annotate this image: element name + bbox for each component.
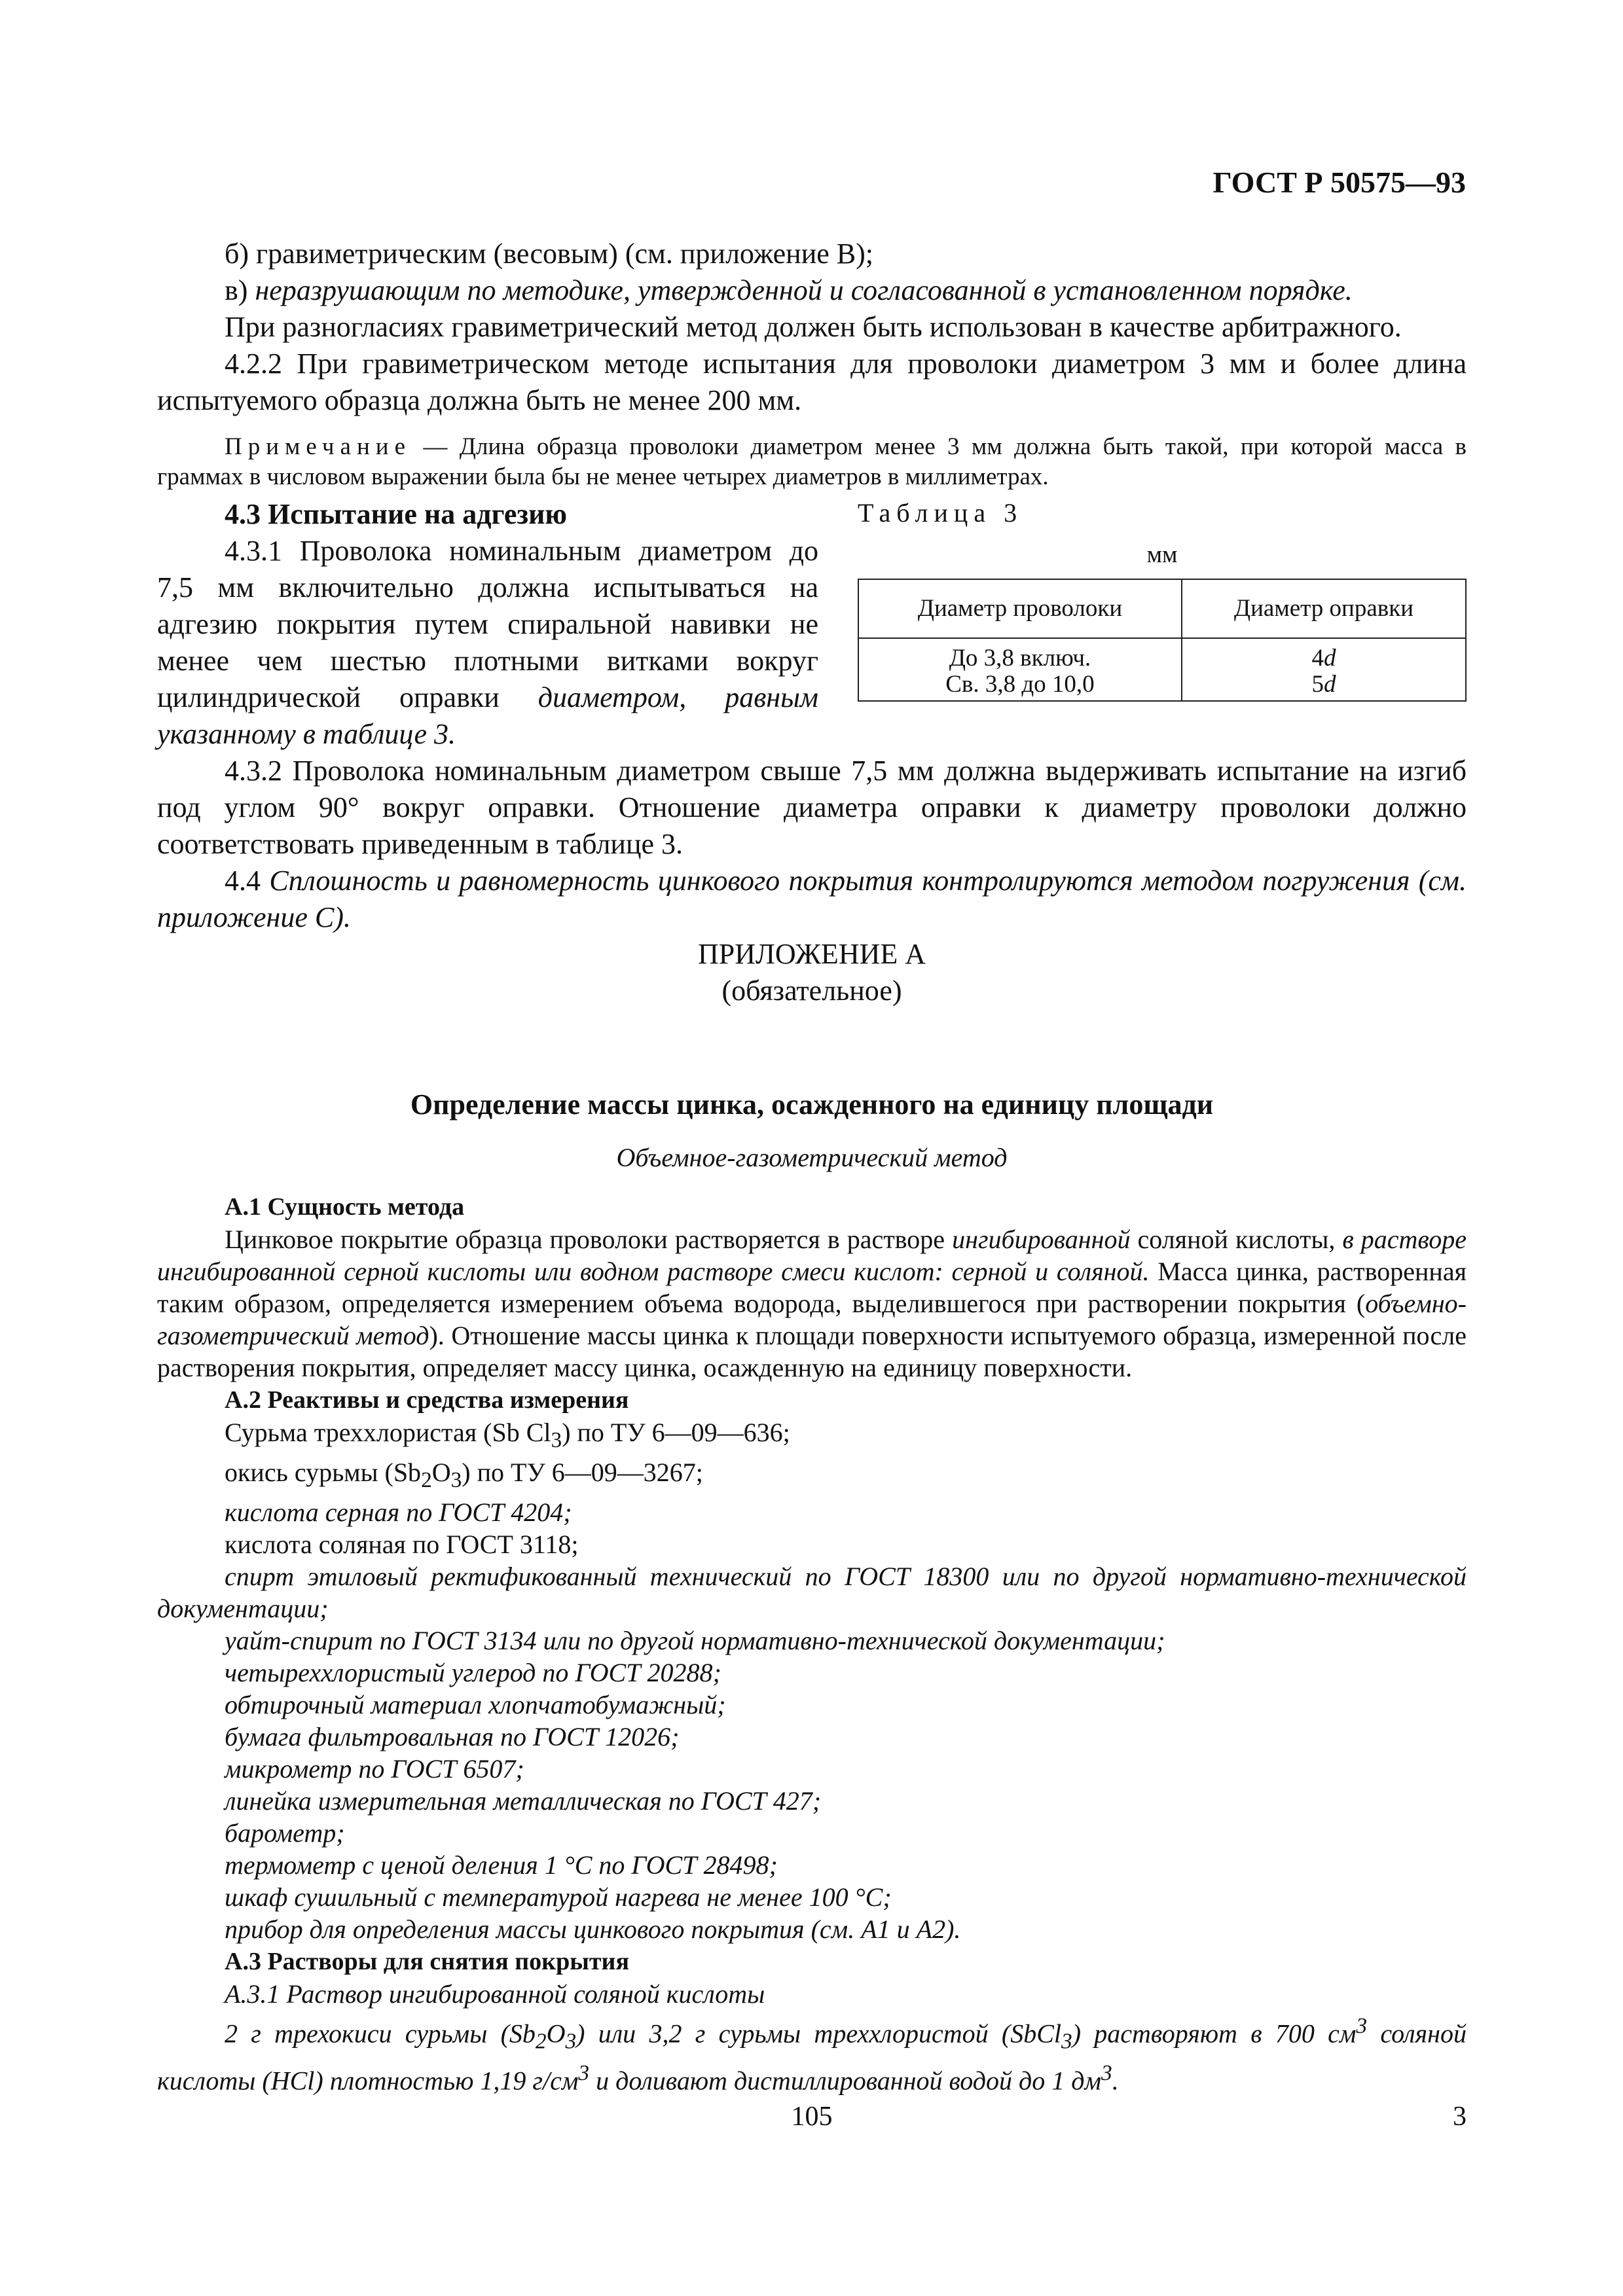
method-name: Объемное-газометрический метод [616, 1143, 1008, 1172]
section-4-3-heading: 4.3 Испытание на адгезию [225, 498, 568, 530]
paragraph-4-4: 4.4 Сплошность и равномерность цинкового покрытия контролируются методом погружения (см. приложение С). [157, 865, 1467, 933]
item-v: в) неразрушающим по методике, утвержденной и согласованной в установленном порядке. [225, 274, 1353, 306]
a2-list [157, 1416, 1467, 1945]
a1-text: Цинковое покрытие образца проволоки растворяется в растворе ингибированной соляной кислоты, в растворе ингибированной серной кислоты или водном растворе смеси кислот: серной и соляной. Масса цинка, растворенная таким образом, определяется измерением объема водорода, выделившегося при растворении покрытия (объемно-газометрический метод). Отношение массы цинка к площади поверхности испытуемого образца, измеренной после растворения покрытия, определяет массу цинка, осажденную на единицу поверхности. [157, 1225, 1467, 1382]
list-item: кислота соляная по ГОСТ 3118; [225, 1530, 579, 1559]
paragraph-4-3-2: 4.3.2 Проволока номинальным диаметром свыше 7,5 мм должна выдерживать испытание на изгиб под углом 90° вокруг оправки. Отношение диаметра оправки к диаметру проволоки должно соответствовать приведенным в таблице 3. [157, 755, 1467, 860]
table-cell-wire: До 3,8 включ. Св. 3,8 до 10,0 [858, 638, 1182, 701]
list-item: обтирочный материал хлопчатобумажный; [225, 1690, 726, 1719]
page-number-center: 105 [791, 2102, 833, 2132]
table-3-block [858, 496, 1467, 753]
a3-1-text: 2 г трехокиси сурьмы $(Sb_2O_3)$ или 3,2 г сурьмы трехxлористой (SbCl$_3$) растворяют в 700 $см^3$ соляной кислоты (HCl) плотностью 1,19 $г/см^3$ и доливают дистиллированной водой до 1 $дм^3$. [157, 2014, 1467, 2096]
arbitration-text: При разногласиях гравиметрический метод должен быть использован в качестве арбитражного. [225, 311, 1402, 343]
a1-heading: А.1 Сущность метода [225, 1193, 465, 1221]
main-text [157, 236, 1467, 2097]
list-item: кислота серная по ГОСТ 4204; [225, 1498, 572, 1527]
list-item: прибор для определения массы цинкового покрытия (см. А1 и А2). [225, 1914, 961, 1944]
list-item: барометр; [225, 1818, 345, 1848]
document-header: ГОСТ Р 50575—93 [1213, 166, 1466, 199]
list-item: четыреххлористый углерод по ГОСТ 20288; [225, 1658, 721, 1687]
appendix-heading: Определение массы цинка, осажденного на единицу площади [410, 1088, 1214, 1121]
table-header-mandrel: Диаметр оправки [1182, 579, 1466, 638]
list-item: линейка измерительная металлическая по ГОСТ 427; [225, 1786, 822, 1816]
section-4-3 [157, 496, 1467, 753]
table-row [858, 638, 1466, 701]
list-item: уайт-спирит по ГОСТ 3134 или по другой нормативно-технической документации; [225, 1626, 1165, 1655]
table-3 [858, 579, 1467, 702]
list-item: термометр с ценой деления 1 °С по ГОСТ 28498; [225, 1850, 778, 1880]
paragraph-4-3-1: 4.3.1 Проволока номинальным диаметром до 7,5 мм включительно должна испытываться на адгезию покрытия путем спиральной навивки не менее чем шестью плотными витками вокруг цилиндрической оправки диаметром, равным указанному в таблице 3. [157, 535, 819, 750]
list-item: шкаф сушильный с температурой нагрева не менее 100 °С; [225, 1882, 892, 1912]
list-item: окись сурьмы $(Sb_2O_3)$ по ТУ 6—09—3267; [225, 1458, 703, 1492]
page-number-right: 3 [1453, 2102, 1467, 2132]
appendix-title: ПРИЛОЖЕНИЕ А [697, 938, 926, 970]
list-item: микрометр по ГОСТ 6507; [225, 1754, 524, 1784]
note-label: Примечание [225, 433, 411, 460]
list-item: бумага фильтровальная по ГОСТ 12026; [225, 1722, 680, 1751]
table-unit: мм [1146, 541, 1178, 568]
table-caption: Таблица 3 [858, 498, 1023, 528]
table-header-wire: Диаметр проволоки [858, 579, 1182, 638]
paragraph-4-2-2: 4.2.2 При гравиметрическом методе испытания для проволоки диаметром 3 мм и более длина испытуемого образца должна быть не менее 200 мм. [157, 348, 1467, 416]
table-cell-mandrel: 4d 5d [1182, 638, 1466, 701]
list-item: Сурьма трехxлористая (Sb $Cl_3$) по ТУ 6—09—636; [225, 1418, 790, 1452]
list-item: спирт этиловый ректификованный технический по ГОСТ 18300 или по другой нормативно-технической документации; [157, 1562, 1467, 1623]
a2-heading: А.2 Реактивы и средства измерения [225, 1386, 629, 1414]
a3-1-heading: А.3.1 Раствор ингибированной соляной кислоты [225, 1979, 765, 2009]
note: Примечание — Длина образца проволоки диаметром менее 3 мм должна быть такой, при которой масса в граммах в числовом выражении была бы не менее четырех диаметров в миллиметрах. [157, 433, 1467, 490]
a3-heading: А.3 Растворы для снятия покрытия [225, 1948, 630, 1975]
appendix-subtitle: (обязательное) [721, 975, 902, 1007]
item-b: б) гравиметрическим (весовым) (см. приложение В); [225, 238, 874, 270]
